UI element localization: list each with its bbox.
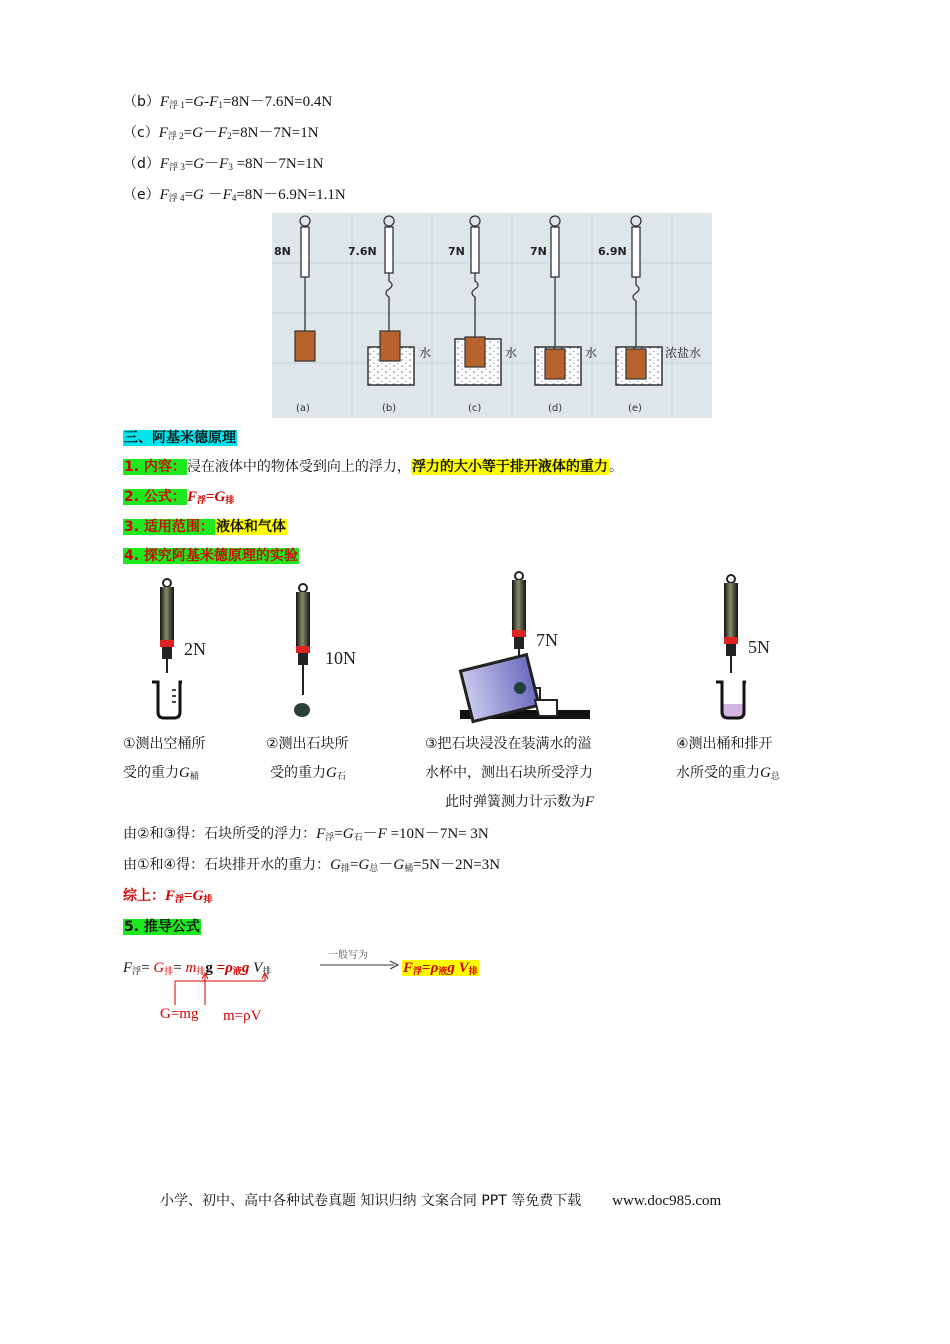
footer bbox=[160, 1190, 721, 1210]
derive-line-2: 由①和④得：石块排开水的重力：$G_排=G_总-G_桶=5N-2N=3N$ bbox=[123, 857, 501, 873]
label-b: (b) bbox=[382, 403, 397, 414]
caption-1: ①测出空桶所 受的重力$G_桶$ bbox=[123, 736, 206, 782]
liquid-e: 浓盐水 bbox=[665, 346, 702, 360]
reading-c: 7N bbox=[448, 245, 465, 258]
reading-a: 8N bbox=[274, 245, 291, 258]
footer-url[interactable]: www.doc985.com bbox=[612, 1193, 722, 1209]
section3-item4: 4. 探究阿基米德原理的实验 bbox=[124, 548, 298, 564]
section3-item1: 1. 内容：浸在液体中的物体受到向上的浮力，浮力的大小等于排开液体的重力。 bbox=[124, 459, 623, 475]
label-d: (d) bbox=[548, 403, 563, 414]
note-m-rhov: m=ρV bbox=[223, 1008, 262, 1024]
calc-line-c: $(c)F_{浮 2}=G-F_2=8N-7N=1N$ bbox=[123, 125, 319, 141]
derive-line-1: 由②和③得：石块所受的浮力：$F_浮=G_石-F =10N-7N= 3N$ bbox=[123, 826, 489, 842]
result-formula: $F_浮=\rho_液g$ $V_排$ bbox=[403, 960, 478, 976]
calc-line-b: $(b)F_{浮 1}=G-F_1=8N-7.6N=0.4N$ bbox=[123, 94, 333, 110]
reading-submerged: 7N bbox=[536, 630, 558, 650]
reading-bucket-water: 5N bbox=[748, 637, 770, 657]
archimedes-experiment-figure bbox=[130, 570, 790, 728]
substitution-brackets bbox=[165, 973, 285, 1009]
label-c: (c) bbox=[468, 403, 482, 414]
label-e: (e) bbox=[628, 403, 642, 414]
scale-3 bbox=[460, 572, 590, 722]
scale-4 bbox=[716, 575, 746, 718]
caption-3: ③把石块浸没在装满水的溢 水杯中，测出石块所受浮力 此时弹簧测力计示数为F bbox=[425, 736, 595, 810]
section5-title: 5. 推导公式 bbox=[124, 919, 200, 935]
derivation-formula: $F_浮= G_排= m_排g =\rho_液g$ $V_排$ bbox=[123, 960, 272, 976]
calc-line-d: $(d)F_{浮 3}=G-F_3 =8N-7N=1N$ bbox=[123, 156, 324, 172]
note-g-mg: G=mg bbox=[160, 1006, 199, 1022]
reading-e: 6.9N bbox=[598, 245, 627, 258]
reading-stone: 10N bbox=[325, 648, 356, 668]
derive-summary: 综上：$F_浮=G_排$ bbox=[123, 888, 213, 904]
liquid-c: 水 bbox=[505, 346, 518, 360]
section3-item2: 2. 公式：$F_浮=G_排$ bbox=[124, 489, 235, 505]
section3-item3: 3. 适用范围： 液体和气体 bbox=[124, 519, 286, 535]
scale-1 bbox=[152, 579, 182, 718]
footer-text: 小学、初中、高中各种试卷真题 知识归纳 文案合同 PPT 等免费下载 bbox=[160, 1193, 582, 1209]
caption-4: ④测出桶和排开 水所受的重力$G_总$ bbox=[676, 736, 780, 782]
liquid-d: 水 bbox=[585, 346, 598, 360]
section3-title: 三、阿基米德原理 bbox=[124, 430, 236, 446]
calc-line-e: $(e)F_{浮 4}=G -F_4=8N-6.9N=1.1N$ bbox=[123, 187, 346, 203]
label-a: (a) bbox=[296, 403, 310, 414]
liquid-b: 水 bbox=[419, 346, 432, 360]
reading-d: 7N bbox=[530, 245, 547, 258]
scale-2 bbox=[294, 584, 310, 717]
arrow-label: 一般写为 bbox=[328, 950, 368, 961]
reading-empty-bucket: 2N bbox=[184, 639, 206, 659]
buoyancy-scales-figure bbox=[272, 213, 712, 418]
reading-b: 7.6N bbox=[348, 245, 377, 258]
arrow-right-icon bbox=[320, 960, 400, 970]
caption-2: ②测出石块所 受的重力$G_石$ bbox=[266, 736, 349, 782]
